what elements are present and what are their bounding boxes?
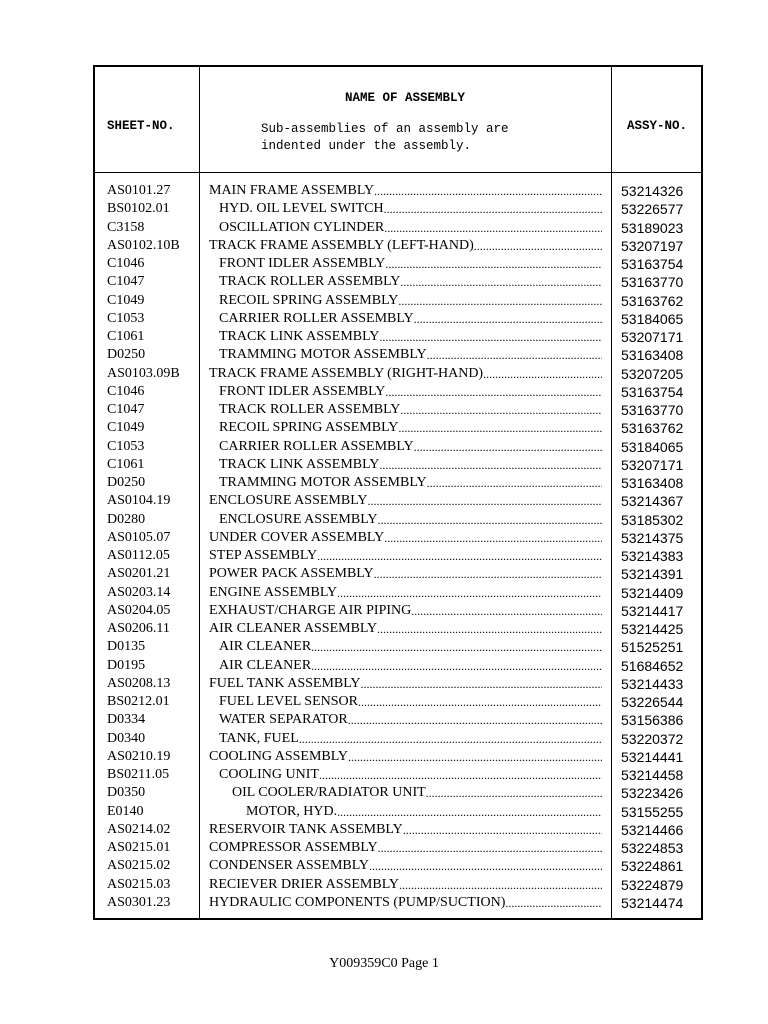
- sheet-number: BS0212.01: [107, 694, 170, 709]
- sheet-number: AS0215.03: [107, 876, 171, 892]
- table-row: [95, 602, 701, 620]
- assembly-name: [209, 237, 602, 256]
- dot-leader: [317, 547, 602, 566]
- assembly-name-label: CARRIER ROLLER ASSEMBLY: [219, 438, 414, 454]
- assembly-name: [209, 383, 602, 402]
- assembly-name: [209, 292, 602, 311]
- table-row: [95, 438, 701, 456]
- table-row: [95, 237, 701, 255]
- table-row: [95, 766, 701, 784]
- assembly-name: [209, 693, 602, 712]
- table-row: [95, 273, 701, 291]
- assembly-name-label: UNDER COVER ASSEMBLY: [209, 529, 385, 545]
- table-row: [95, 182, 701, 200]
- sheet-number: C1061: [107, 329, 145, 344]
- assembly-table: [93, 65, 703, 920]
- assembly-name-label: ENGINE ASSEMBLY: [209, 584, 338, 600]
- dot-leader: [374, 565, 602, 584]
- sheet-number: E0140: [107, 803, 144, 819]
- assembly-name-label: FRONT IDLER ASSEMBLY: [219, 383, 386, 399]
- indent-note: Sub-assemblies of an assembly are indented under the assembly.: [261, 122, 509, 153]
- assembly-name-label: AIR CLEANER ASSEMBLY: [209, 621, 378, 636]
- assembly-name: [209, 547, 602, 566]
- assembly-name-label: RECOIL SPRING ASSEMBLY: [219, 420, 399, 436]
- dot-leader: [311, 657, 602, 676]
- sheet-number: AS0101.27: [107, 183, 171, 198]
- dot-leader: [299, 730, 602, 749]
- table-row: [95, 693, 701, 711]
- sheet-number: AS0112.05: [107, 548, 170, 563]
- sheet-number: AS0104.19: [107, 493, 171, 509]
- assy-number: 53226577: [621, 201, 684, 218]
- assembly-name: [209, 657, 602, 676]
- assy-number: 53189023: [621, 219, 684, 236]
- table-row: [95, 328, 701, 346]
- sheet-number: C1046: [107, 256, 145, 271]
- table-row: [95, 219, 701, 237]
- assembly-name-label: MAIN FRAME ASSEMBLY: [209, 183, 375, 198]
- table-row: [95, 657, 701, 675]
- assembly-name-label: TRACK FRAME ASSEMBLY (RIGHT-HAND): [209, 365, 484, 381]
- assembly-name: [209, 511, 602, 530]
- table-row: [95, 675, 701, 693]
- assembly-name: [209, 255, 602, 274]
- dot-leader: [427, 474, 602, 493]
- assembly-name: [209, 529, 602, 548]
- table-row: [95, 894, 701, 912]
- dot-leader: [377, 620, 602, 639]
- assembly-name: [209, 346, 602, 365]
- assembly-name-label: RESERVOIR TANK ASSEMBLY: [209, 821, 403, 837]
- assy-number: 53224853: [621, 840, 684, 856]
- table-row: [95, 511, 701, 529]
- sheet-number: C1061: [107, 456, 145, 472]
- table-row: [95, 346, 701, 364]
- table-row: [95, 383, 701, 401]
- dot-leader: [384, 529, 602, 548]
- assembly-name-label: FUEL LEVEL SENSOR: [219, 694, 358, 709]
- page-footer: Y009359C0 Page 1: [329, 956, 439, 971]
- dot-leader: [411, 602, 602, 621]
- table-row: [95, 565, 701, 583]
- assembly-name-label: ENCLOSURE ASSEMBLY: [219, 511, 378, 527]
- assembly-name-label: AIR CLEANER: [219, 639, 312, 655]
- assy-number: 53163762: [621, 292, 684, 309]
- sheet-number: D0334: [107, 712, 146, 728]
- sheet-number: D0250: [107, 475, 146, 490]
- assy-number: 53163754: [621, 383, 684, 400]
- dot-leader: [367, 492, 602, 511]
- dot-leader: [403, 821, 602, 840]
- sheet-number: C1049: [107, 420, 145, 436]
- assembly-name: [209, 675, 602, 694]
- assembly-name: [209, 857, 602, 876]
- assembly-name-label: CARRIER ROLLER ASSEMBLY: [219, 310, 414, 326]
- table-row: [95, 821, 701, 839]
- sheet-number: AS0214.02: [107, 821, 171, 837]
- assembly-name: [209, 492, 602, 511]
- assembly-name-label: EXHAUST/CHARGE AIR PIPING: [209, 602, 412, 618]
- assy-number: 53207171: [621, 329, 684, 345]
- dot-leader: [348, 711, 602, 730]
- assembly-name-label: CONDENSER ASSEMBLY: [209, 858, 370, 874]
- assembly-name: [209, 365, 602, 384]
- table-row: [95, 711, 701, 729]
- assembly-name: [209, 273, 602, 292]
- dot-leader: [400, 273, 602, 292]
- dot-leader: [374, 182, 602, 201]
- dot-leader: [400, 401, 602, 420]
- assembly-name-label: COOLING UNIT: [219, 767, 319, 782]
- assy-number: 53214391: [621, 566, 684, 583]
- assembly-name: [209, 803, 602, 822]
- assembly-name-label: TRAMMING MOTOR ASSEMBLY: [219, 475, 427, 490]
- dot-leader: [384, 219, 602, 238]
- name-of-assembly-header: NAME OF ASSEMBLY: [344, 91, 466, 105]
- sheet-number: BS0211.05: [107, 767, 170, 782]
- assembly-name-label: POWER PACK ASSEMBLY: [209, 566, 374, 582]
- dot-leader: [361, 675, 603, 694]
- assembly-name-label: TANK, FUEL: [219, 730, 299, 746]
- assembly-name-label: RECIEVER DRIER ASSEMBLY: [209, 876, 399, 892]
- header-divider: [95, 172, 701, 173]
- assy-number: 53184065: [621, 438, 684, 455]
- assembly-name-label: TRACK ROLLER ASSEMBLY: [219, 402, 401, 417]
- assy-number: 53220372: [621, 730, 684, 747]
- table-row: [95, 584, 701, 602]
- assembly-name-label: WATER SEPARATOR: [219, 712, 348, 728]
- sheet-number: D0195: [107, 657, 146, 673]
- sheet-number: BS0102.01: [107, 201, 170, 217]
- assembly-name-label: HYDRAULIC COMPONENTS (PUMP/SUCTION): [209, 894, 506, 910]
- assy-number: 53214383: [621, 548, 684, 564]
- assembly-name: [209, 711, 602, 730]
- assembly-name: [209, 821, 602, 840]
- dot-leader: [377, 511, 602, 530]
- assembly-name: [209, 474, 602, 493]
- assembly-name: [209, 620, 602, 639]
- table-row: [95, 839, 701, 857]
- assembly-name-label: TRAMMING MOTOR ASSEMBLY: [219, 347, 427, 363]
- assembly-name: [209, 839, 602, 858]
- assembly-name: [209, 419, 602, 438]
- sheet-number: AS0201.21: [107, 566, 171, 582]
- dot-leader: [337, 803, 602, 822]
- assembly-name: [209, 565, 602, 584]
- assy-number: 53155255: [621, 803, 684, 820]
- assembly-name: [209, 456, 602, 475]
- assy-number: 53214466: [621, 821, 684, 838]
- assy-number: 53214409: [621, 584, 684, 601]
- dot-leader: [427, 346, 602, 365]
- assembly-name-label: FRONT IDLER ASSEMBLY: [219, 256, 386, 271]
- dot-leader: [385, 383, 602, 402]
- dot-leader: [348, 748, 602, 767]
- assembly-name: [209, 730, 602, 749]
- assy-number: 53214425: [621, 621, 684, 637]
- dot-leader: [385, 255, 602, 274]
- sheet-number: D0250: [107, 347, 146, 363]
- dot-leader: [337, 584, 602, 603]
- table-row: [95, 492, 701, 510]
- dot-leader: [378, 839, 602, 858]
- table-row: [95, 456, 701, 474]
- assy-number: 53207197: [621, 237, 684, 254]
- assembly-name-label: COMPRESSOR ASSEMBLY: [209, 840, 378, 855]
- sheet-number: AS0102.10B: [107, 237, 180, 253]
- sheet-number: AS0210.19: [107, 748, 171, 764]
- assembly-name-label: OSCILLATION CYLINDER: [219, 219, 385, 235]
- assy-number: 53214367: [621, 493, 684, 510]
- assembly-name-label: TRACK FRAME ASSEMBLY (LEFT-HAND): [209, 237, 474, 253]
- assembly-name-label: STEP ASSEMBLY: [209, 548, 318, 563]
- sheet-number: C1053: [107, 310, 145, 326]
- sheet-number: C3158: [107, 219, 145, 235]
- assembly-name: [209, 310, 602, 329]
- assembly-name: [209, 328, 602, 347]
- assy-number: 53163770: [621, 402, 684, 418]
- table-row: [95, 748, 701, 766]
- table-row: [95, 200, 701, 218]
- assembly-name-label: OIL COOLER/RADIATOR UNIT: [232, 785, 426, 801]
- assy-number: 53163762: [621, 420, 684, 437]
- dot-leader: [398, 292, 602, 311]
- assembly-name-label: ENCLOSURE ASSEMBLY: [209, 493, 368, 509]
- sheet-number: AS0215.01: [107, 840, 171, 855]
- dot-leader: [399, 876, 602, 895]
- dot-leader: [319, 766, 602, 785]
- assembly-name-label: FUEL TANK ASSEMBLY: [209, 675, 361, 691]
- assy-number: 53163770: [621, 274, 684, 291]
- assy-number: 53214433: [621, 675, 684, 692]
- assy-number: 53184065: [621, 310, 684, 327]
- assy-number: 53185302: [621, 511, 684, 528]
- table-row: [95, 310, 701, 328]
- dot-leader: [369, 857, 602, 876]
- sheet-number: AS0206.11: [107, 621, 170, 636]
- sheet-number: D0135: [107, 639, 146, 655]
- assembly-name-label: HYD. OIL LEVEL SWITCH: [219, 201, 384, 217]
- table-row: [95, 474, 701, 492]
- dot-leader: [358, 693, 602, 712]
- assy-number: 51684652: [621, 657, 684, 674]
- dot-leader: [379, 456, 602, 475]
- dot-leader: [505, 894, 602, 913]
- sheet-number: D0280: [107, 511, 146, 527]
- sheet-number: D0340: [107, 730, 146, 746]
- assembly-name: [209, 200, 602, 219]
- assy-number: 53214458: [621, 767, 684, 783]
- assembly-name: [209, 182, 602, 201]
- assembly-name: [209, 748, 602, 767]
- table-row: [95, 784, 701, 802]
- assy-no-header: ASSY-NO.: [626, 119, 687, 133]
- assy-number: 53214417: [621, 602, 684, 619]
- table-row: [95, 620, 701, 638]
- table-row: [95, 292, 701, 310]
- assembly-name-label: TRACK LINK ASSEMBLY: [219, 329, 380, 344]
- assy-number: 53214441: [621, 748, 684, 765]
- sheet-number: C1049: [107, 292, 145, 308]
- table-row: [95, 255, 701, 273]
- sheet-number: AS0203.14: [107, 584, 171, 600]
- assembly-name: [209, 584, 602, 603]
- table-row: [95, 803, 701, 821]
- assembly-name: [209, 602, 602, 621]
- sheet-number: C1046: [107, 383, 145, 399]
- sheet-number: AS0215.02: [107, 858, 171, 874]
- sheet-number: AS0103.09B: [107, 365, 180, 381]
- sheet-number: C1053: [107, 438, 145, 454]
- assembly-name-label: RECOIL SPRING ASSEMBLY: [219, 292, 399, 308]
- assy-number: 53226544: [621, 694, 684, 710]
- sheet-number: D0350: [107, 785, 146, 801]
- assy-number: 53156386: [621, 712, 684, 729]
- sheet-number: AS0301.23: [107, 894, 171, 910]
- assembly-name: [209, 401, 602, 420]
- dot-leader: [379, 328, 602, 347]
- sheet-number: C1047: [107, 274, 145, 290]
- table-row: [95, 876, 701, 894]
- dot-leader: [414, 310, 602, 329]
- assy-number: 53224879: [621, 876, 684, 893]
- assembly-name: [209, 219, 602, 238]
- assembly-name-label: TRACK LINK ASSEMBLY: [219, 456, 380, 472]
- sheet-number: AS0105.07: [107, 529, 171, 545]
- assembly-name-label: TRACK ROLLER ASSEMBLY: [219, 274, 401, 290]
- table-row: [95, 730, 701, 748]
- sheet-number: C1047: [107, 402, 145, 417]
- assy-number: 53214375: [621, 529, 684, 546]
- table-row: [95, 529, 701, 547]
- assy-number: 53163408: [621, 347, 684, 364]
- assembly-name-label: MOTOR, HYD.: [246, 803, 338, 819]
- table-row: [95, 547, 701, 565]
- dot-leader: [426, 784, 602, 803]
- assembly-name: [209, 766, 602, 785]
- assembly-name: [209, 894, 602, 913]
- table-body: [95, 182, 701, 912]
- dot-leader: [474, 237, 602, 256]
- sheet-number: AS0208.13: [107, 675, 171, 691]
- dot-leader: [414, 438, 602, 457]
- assembly-name: [209, 638, 602, 657]
- assembly-name-label: COOLING ASSEMBLY: [209, 748, 349, 764]
- table-row: [95, 365, 701, 383]
- dot-leader: [384, 200, 602, 219]
- assembly-name: [209, 438, 602, 457]
- dot-leader: [398, 419, 602, 438]
- assy-number: 53163408: [621, 475, 684, 491]
- assy-number: 53223426: [621, 785, 684, 802]
- assy-number: 53207205: [621, 365, 684, 382]
- assembly-name: [209, 784, 602, 803]
- table-row: [95, 401, 701, 419]
- assy-number: 51525251: [621, 639, 684, 656]
- dot-leader: [311, 638, 602, 657]
- assembly-name: [209, 876, 602, 895]
- table-row: [95, 638, 701, 656]
- assy-number: 53224861: [621, 858, 684, 875]
- assy-number: 53214474: [621, 894, 684, 911]
- assy-number: 53163754: [621, 256, 684, 272]
- table-row: [95, 419, 701, 437]
- sheet-number: AS0204.05: [107, 602, 171, 618]
- assembly-name-label: AIR CLEANER: [219, 657, 312, 673]
- assy-number: 53207171: [621, 456, 684, 473]
- table-row: [95, 857, 701, 875]
- dot-leader: [483, 365, 602, 384]
- sheet-no-header: SHEET-NO.: [107, 119, 175, 133]
- assy-number: 53214326: [621, 183, 684, 199]
